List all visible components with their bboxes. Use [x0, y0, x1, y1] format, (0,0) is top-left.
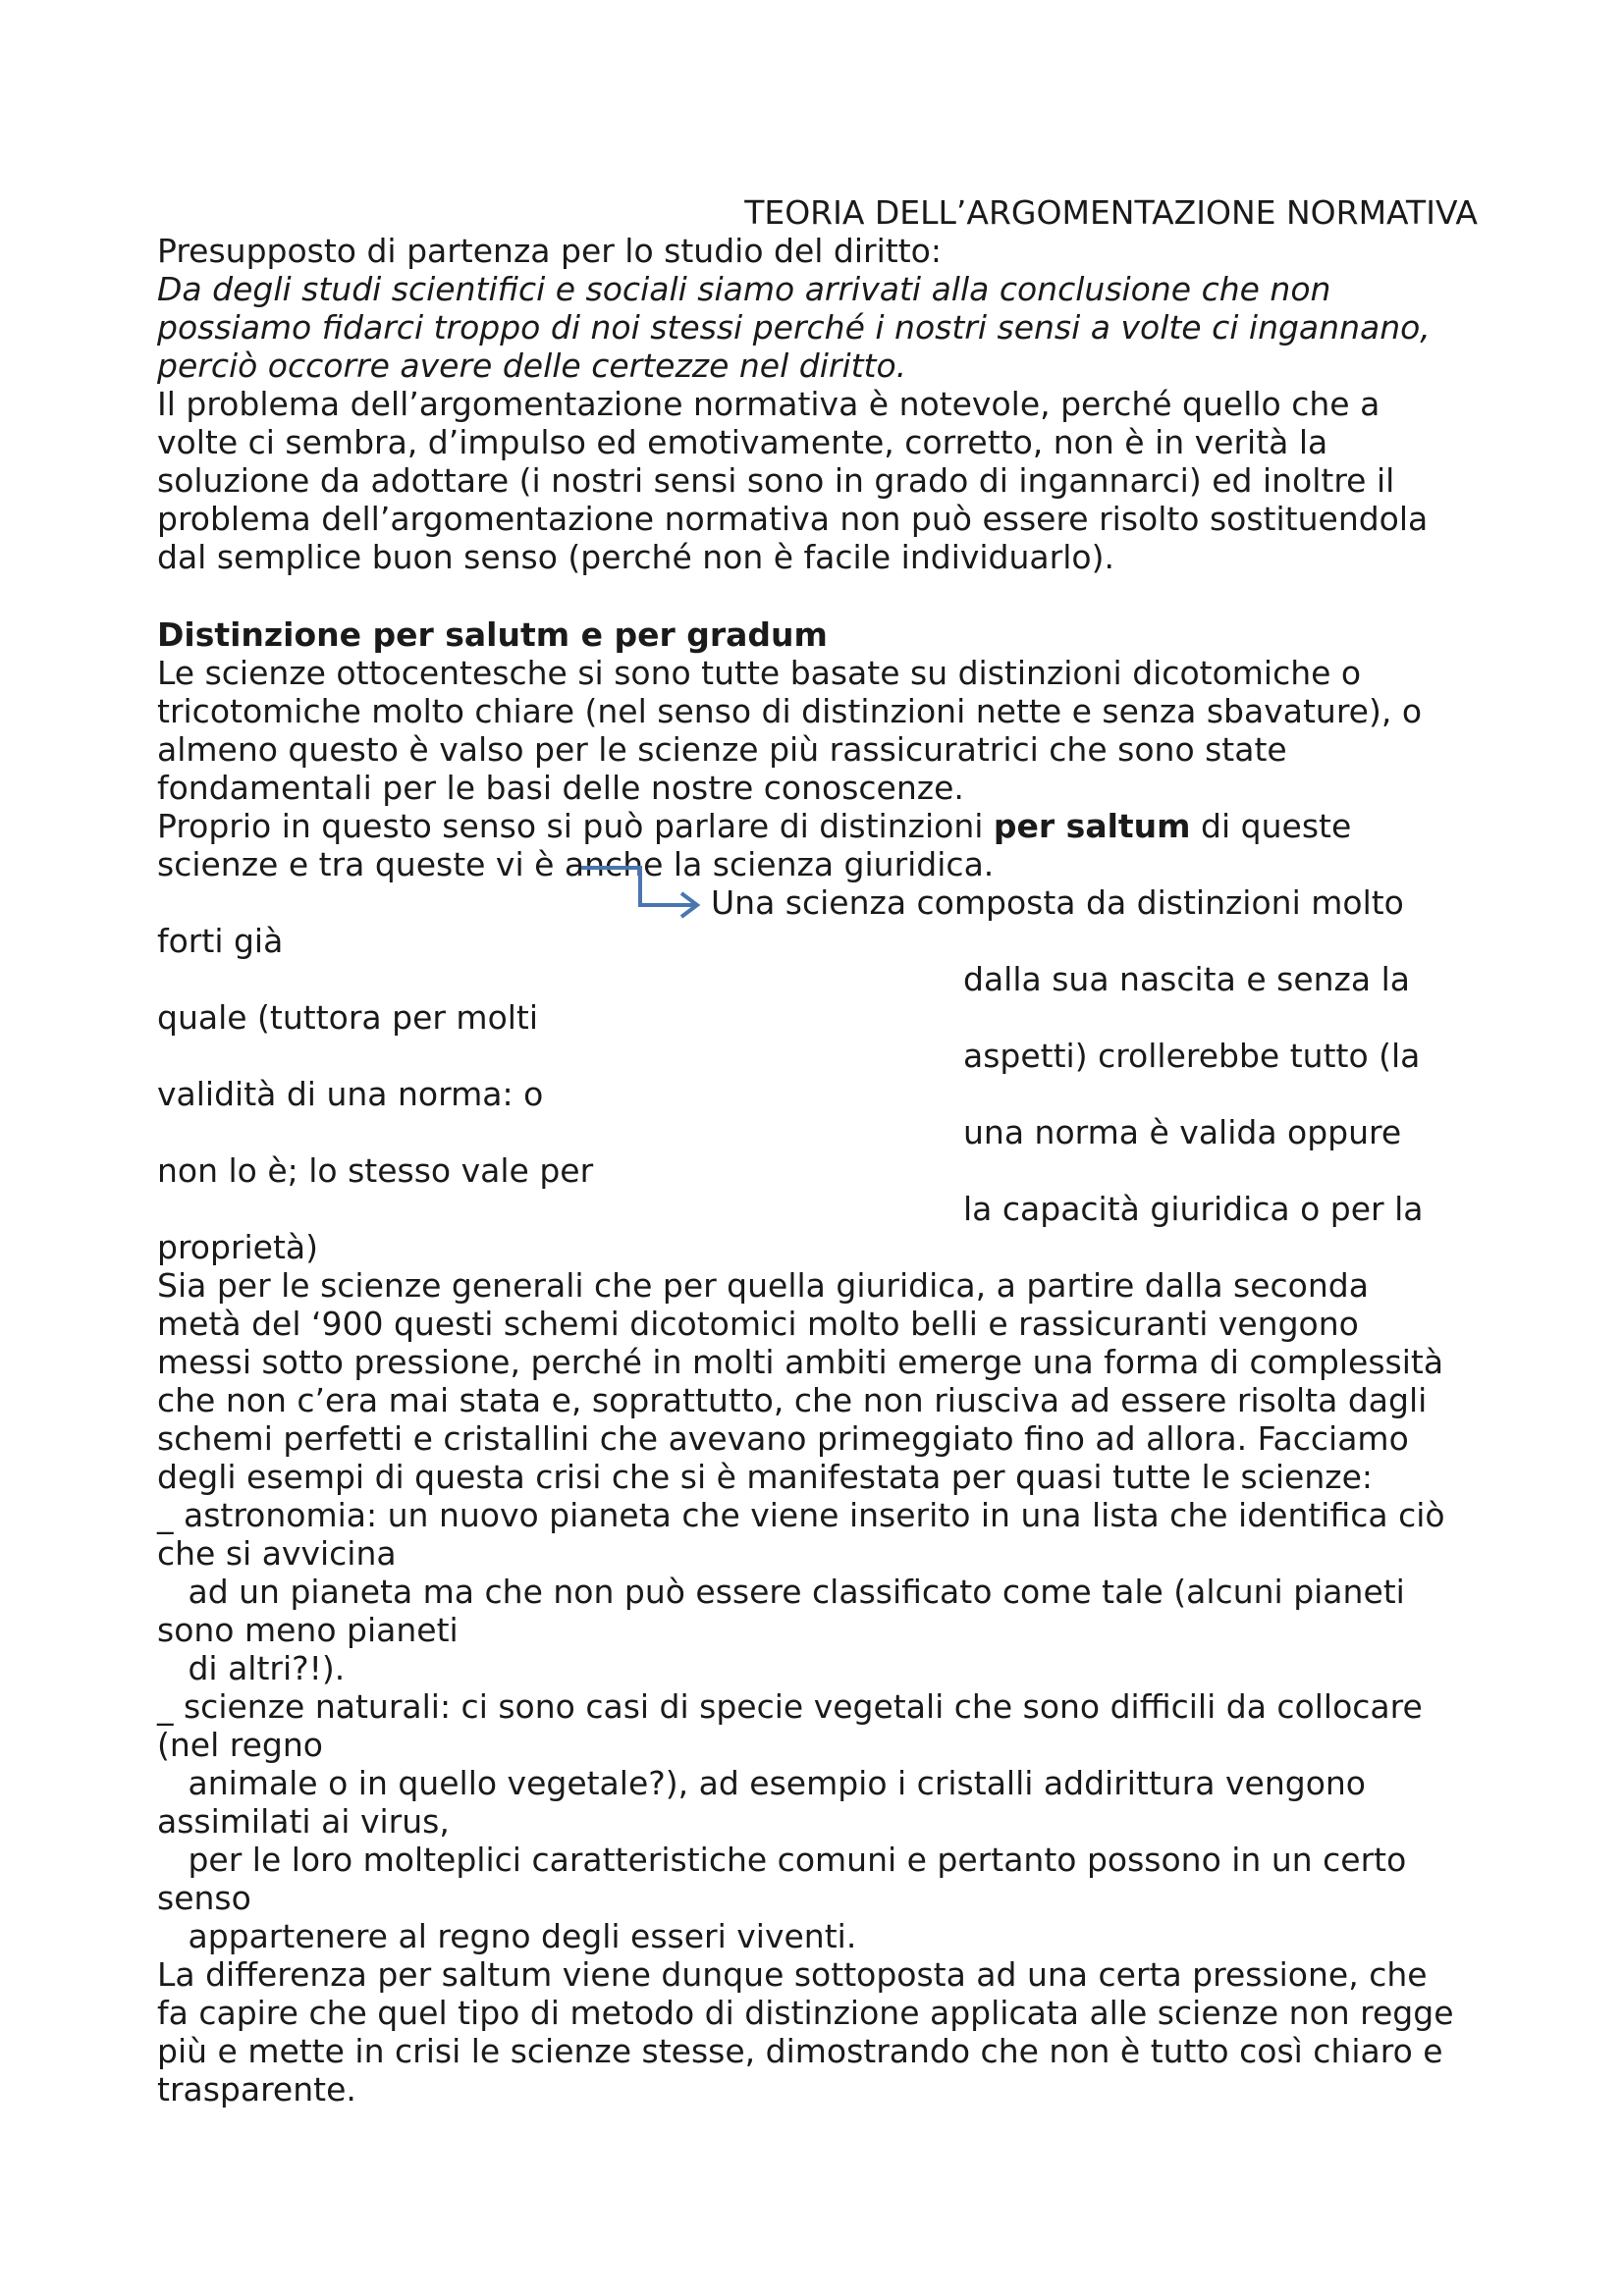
premise-line: possiamo fidarci troppo di noi stessi perché i nostri sensi a volte ci ingannano, [157, 308, 1431, 347]
paragraph-line: che non c’era mai stata e, soprattutto, che non riusciva ad essere risolta dagli [157, 1381, 1428, 1419]
arrow-note-line: dalla sua nascita e senza la [963, 960, 1410, 998]
example-line: appartenere al regno degli esseri viventi. [157, 1917, 857, 1955]
paragraph-line: messi sotto pressione, perché in molti ambiti emerge una forma di complessità [157, 1343, 1444, 1381]
example-line: per le loro molteplici caratteristiche comuni e pertanto possono in un certo [157, 1841, 1407, 1879]
arrow-note-line: validità di una norma: o [157, 1075, 544, 1113]
example-line: che si avvicina [157, 1534, 397, 1573]
premise-line: perciò occorre avere delle certezze nel diritto. [157, 347, 907, 385]
arrow-note-line: una norma è valida oppure [963, 1113, 1402, 1151]
paragraph-line: soluzione da adottare (i nostri sensi sono in grado di ingannarci) ed inoltre il [157, 461, 1395, 500]
example-line: _ scienze naturali: ci sono casi di specie vegetali che sono difficili da collocare [157, 1687, 1423, 1726]
arrow-note-line: Una scienza composta da distinzioni molto [711, 883, 1404, 922]
paragraph-line: più e mette in crisi le scienze stesse, dimostrando che non è tutto così chiaro e [157, 2032, 1443, 2070]
paragraph-line: almeno questo è valso per le scienze più rassicuratrici che sono state [157, 730, 1287, 769]
example-line: _ astronomia: un nuovo pianeta che viene inserito in una lista che identifica ciò [157, 1496, 1445, 1534]
paragraph-line: La differenza per saltum viene dunque sottoposta ad una certa pressione, che [157, 1955, 1428, 1994]
section-heading: Distinzione per salutm e per gradum [157, 615, 828, 654]
document-title: TEORIA DELL’ARGOMENTAZIONE NORMATIVA [744, 193, 1478, 232]
paragraph-line: metà del ‘900 questi schemi dicotomici molto belli e rassicuranti vengono [157, 1305, 1359, 1343]
paragraph-line: degli esempi di questa crisi che si è manifestata per quasi tutte le scienze: [157, 1458, 1373, 1496]
paragraph-line: fondamentali per le basi delle nostre conoscenze. [157, 769, 964, 807]
example-line: senso [157, 1879, 251, 1917]
arrow-note-line: quale (tuttora per molti [157, 998, 539, 1037]
intro-line: Presupposto di partenza per lo studio del diritto: [157, 232, 942, 270]
paragraph-line: volte ci sembra, d’impulso ed emotivamente, corretto, non è in verità la [157, 423, 1328, 461]
paragraph-line: problema dell’argomentazione normativa non può essere risolto sostituendola [157, 500, 1429, 538]
paragraph-line: trasparente. [157, 2070, 356, 2109]
arrow-note-line: forti già [157, 922, 284, 960]
example-line: sono meno pianeti [157, 1611, 459, 1649]
paragraph-line: fa capire che quel tipo di metodo di distinzione applicata alle scienze non regge [157, 1994, 1454, 2032]
text-run: Proprio in questo senso si può parlare di distinzioni [157, 807, 994, 845]
example-line: animale o in quello vegetale?), ad esempio i cristalli addirittura vengono [157, 1764, 1366, 1802]
arrow-note-line: proprietà) [157, 1228, 319, 1266]
connector-arrow-icon [581, 864, 709, 923]
paragraph-line-per-saltum [157, 807, 1351, 845]
text-run: di queste [1190, 807, 1352, 845]
example-line: (nel regno [157, 1726, 323, 1764]
premise-line: Da degli studi scientifici e sociali siamo arrivati alla conclusione che non [157, 270, 1331, 308]
bold-term: per saltum [993, 807, 1191, 845]
paragraph-line: schemi perfetti e cristallini che avevano primeggiato fino ad allora. Facciamo [157, 1419, 1409, 1458]
arrow-note-line: aspetti) crollerebbe tutto (la [963, 1037, 1421, 1075]
paragraph-line: Sia per le scienze generali che per quella giuridica, a partire dalla seconda [157, 1266, 1369, 1305]
paragraph-line: tricotomiche molto chiare (nel senso di distinzioni nette e senza sbavature), o [157, 692, 1423, 730]
paragraph-line: dal semplice buon senso (perché non è facile individuarlo). [157, 538, 1114, 576]
arrow-note-line: la capacità giuridica o per la [963, 1190, 1424, 1228]
paragraph-line: Il problema dell’argomentazione normativa è notevole, perché quello che a [157, 385, 1380, 423]
arrow-note-line: non lo è; lo stesso vale per [157, 1151, 594, 1190]
paragraph-line: Le scienze ottocentesche si sono tutte basate su distinzioni dicotomiche o [157, 654, 1362, 692]
paragraph-line: scienze e tra queste vi è anche la scienza giuridica. [157, 845, 995, 883]
example-line: ad un pianeta ma che non può essere classificato come tale (alcuni pianeti [157, 1573, 1405, 1611]
example-line: assimilati ai virus, [157, 1802, 450, 1841]
example-line: di altri?!). [157, 1649, 346, 1687]
